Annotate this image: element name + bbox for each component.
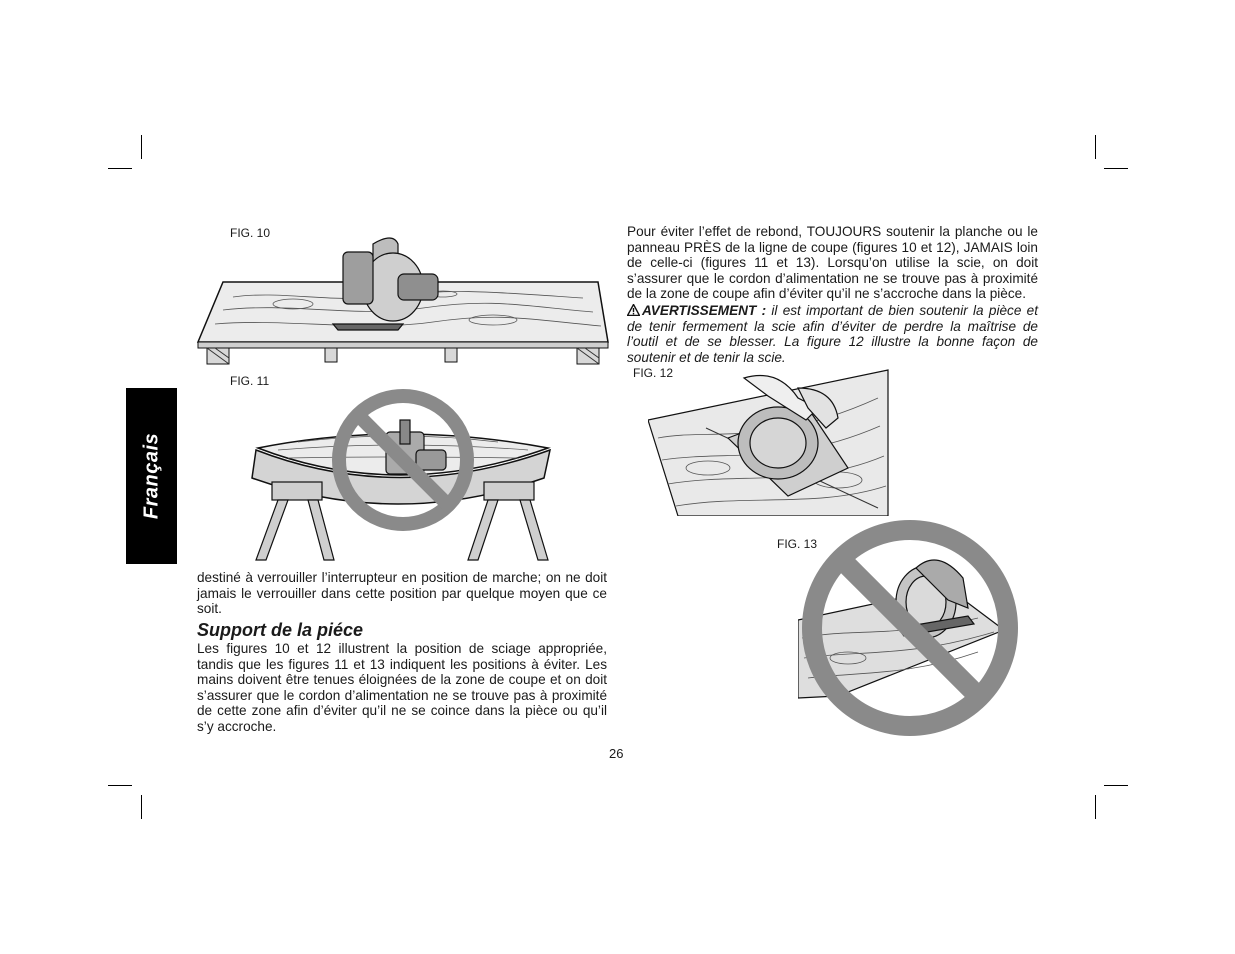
fig-13-incorrect-saw-handling [798,518,1026,738]
crop-mark [1095,795,1096,819]
section-heading: Support de la piéce [197,620,364,640]
fig-12-correct-saw-handling [648,368,890,516]
kickback-paragraph: Pour éviter l’effet de rebond, TOUJOURS soutenir la planche ou le panneau PRÈS de la ligne de coupe (figures 10 et 12), JAMAIS loin de celle-ci (figures 11 et 13). Lorsqu’on utilise la scie, on doit s’assurer que le cordon d’alimentation ne se trouve pas à proximité de la zone de coupe afin d’éviter qu’il ne s’accroche dans la pièce. [627,224,1038,302]
fig-10-label: FIG. 10 [230,226,271,240]
section-paragraph: Les figures 10 et 12 illustrent la position de sciage appropriée, tandis que les figures 11 et 13 indiquent les positions à éviter. Les mains doivent être tenues éloignées de la zone de coupe et on doit s’assurer que le cordon d’alimentation ne se trouve pas à proximité de cette zone afin d’éviter qu’il ne se coince dans la pièce ou qu’il s’y accroche. [197,641,607,734]
fig-12-label: FIG. 12 [633,366,674,380]
crop-mark [1104,785,1128,786]
crop-mark [108,785,132,786]
warning-label: AVERTISSEMENT : [642,303,767,318]
crop-mark [108,168,132,169]
page-number: 26 [609,746,624,761]
crop-mark [1104,168,1128,169]
warning-text: il est important de bien soutenir la pièce et de tenir fermement la scie afin d’éviter de perdre la maîtrise de l’outil et de se blesser. La figure 12 illustre la bonne façon de soutenir et de tenir la scie. [627,303,1038,365]
continued-paragraph: destiné à verrouiller l’interrupteur en position de marche; on ne doit jamais le verrouiller dans cette position par quelque moyen que ce soit. [197,570,607,617]
crop-mark [1095,135,1096,159]
fig-11-incorrect-support [248,380,558,565]
fig-11-label: FIG. 11 [230,374,270,388]
crop-mark [141,135,142,159]
language-tab-label: Français [140,432,162,520]
fig-10-saw-on-supported-board [193,232,613,370]
warning-paragraph [627,303,1038,365]
fig-13-label: FIG. 13 [777,537,818,551]
warning-triangle-icon [627,304,640,316]
language-tab [126,388,177,564]
crop-mark [141,795,142,819]
